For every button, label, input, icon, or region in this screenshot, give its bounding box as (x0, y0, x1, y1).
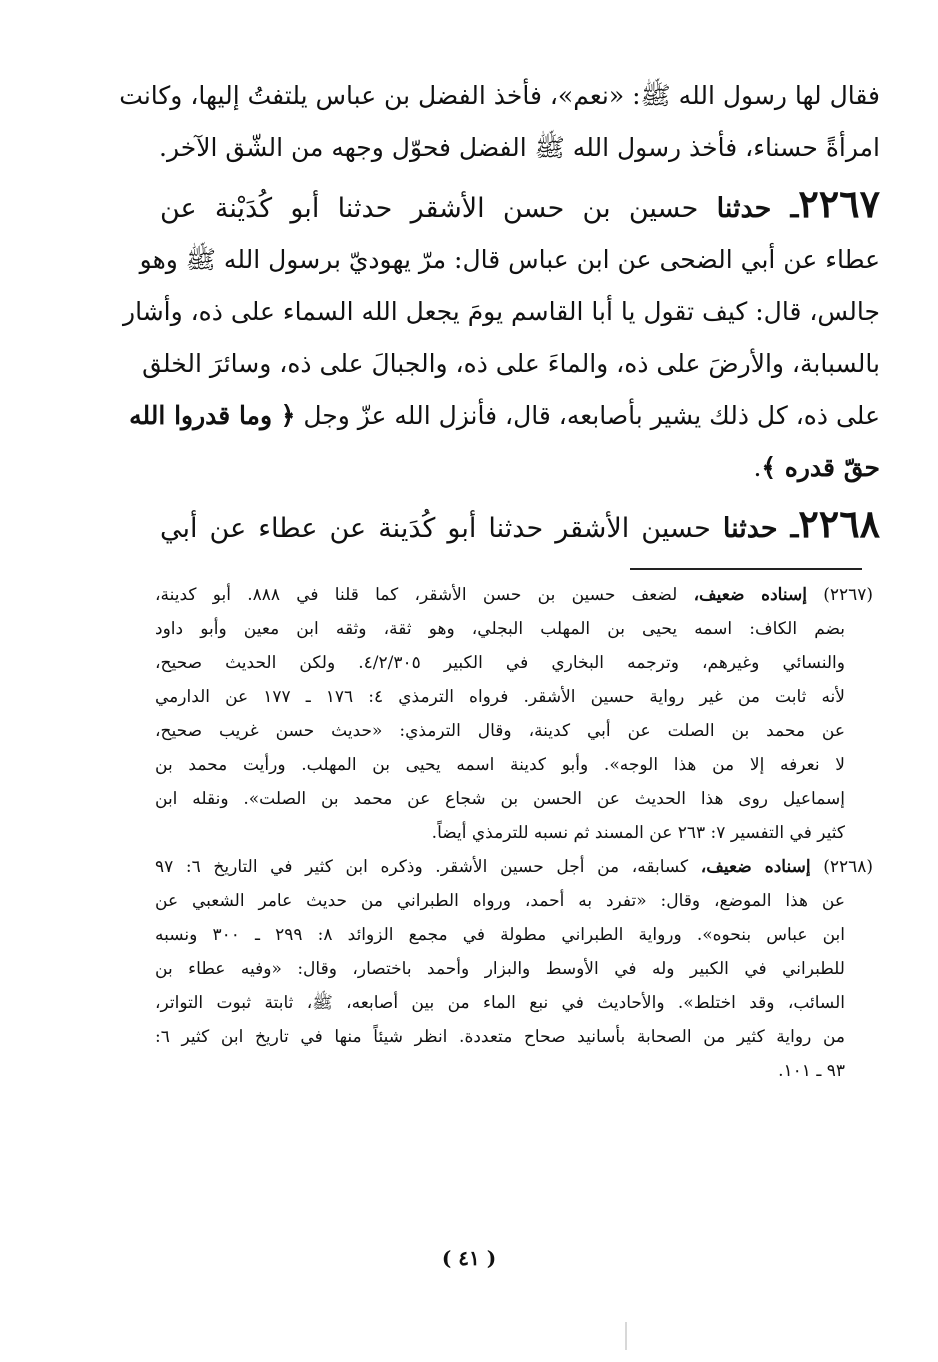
hadith-number: ٢٢٦٧ (798, 181, 880, 226)
hadith-heading-2267 (160, 174, 880, 234)
text-segment: على ذه، كل ذلك يشير بأصابعه، قال، فأنزل الله عزّ وجل (303, 401, 880, 430)
footnote-number: (٢٢٦٨) (823, 857, 874, 877)
text-line: جالس، قال: كيف تقول يا أبا القاسم يومَ يجعل الله السماء على ذه، وأشار (123, 297, 880, 326)
footnote-grade: إسناده ضعيف، (693, 585, 807, 605)
footnote-2268-heading (155, 850, 873, 884)
hadith-heading-2268 (160, 494, 880, 554)
main-text (119, 70, 881, 554)
footnote-line: عن محمد بن الصلت عن أبي كدينة، وقال الترمذي: «حديث حسن غريب صحيح، (155, 721, 845, 741)
scan-artifact (625, 1322, 627, 1350)
footnote-line: عن هذا الموضع، وقال: «تفرد به أحمد، ورواه الطبراني من حديث عامر الشعبي عن (155, 891, 845, 911)
hadith-lead: ـ حدثنا (716, 193, 799, 224)
footnote-divider (630, 568, 862, 570)
hadith-text: حسين بن حسن الأشقر حدثنا أبو كُدَيْنة عن (160, 193, 699, 224)
footnote-number: (٢٢٦٧) (823, 585, 873, 605)
footnote-line: إسماعيل روى هذا الحديث عن الحسن بن شجاع عن محمد بن الصلت». ونقله ابن (155, 789, 845, 809)
footnote-line: بضم الكاف: اسمه يحيى بن المهلب البجلي، وهو ثقة، وثقه ابن معين وأبو داود (155, 619, 845, 639)
footnote-line: لا نعرفه إلا من هذا الوجه». وأبو كدينة اسمه يحيى بن المهلب. ورأيت محمد بن (155, 755, 845, 775)
footnote-line: والنسائي وغيرهم، وترجمه البخاري في الكبير ٤/٢/٣٠٥. ولكن الحديث صحيح، (155, 653, 845, 673)
footnote-line: من رواية كثير من الصحابة بأسانيد صحاح متعددة. انظر شيئاً منها في تاريخ ابن كثير ٦: (155, 1027, 845, 1047)
footnote-line: ٩٣ ـ ١٠١. (778, 1061, 845, 1081)
footnotes (155, 578, 873, 1088)
text-line: امرأةً حسناء، فأخذ رسول الله ﷺ الفضل فحوّل وجهه من الشّق الآخر. (159, 133, 880, 162)
text-line (129, 390, 880, 442)
footnote-line: للطبراني في الكبير وله في الأوسط والبزار وأحمد باختصار، وقال: «وفيه عطاء بن (155, 959, 845, 979)
page-number: ( ٤١ ) (441, 1246, 497, 1270)
quran-quote: ﴿ وما قدروا الله (129, 401, 296, 430)
quran-quote: حقّ قدره ﴾ (761, 453, 880, 482)
text-line: بالسبابة، والأرضَ على ذه، والماءَ على ذه، والجبالَ على ذه، وسائرَ الخلق (142, 349, 880, 378)
hadith-number: ٢٢٦٨ (798, 501, 881, 546)
footnote-line: لأنه ثابت من غير رواية حسين الأشقر. فرواه الترمذي ٤: ١٧٦ ـ ١٧٧ عن الدارمي (155, 687, 845, 707)
footnote-2267-heading (155, 578, 873, 612)
text-line: فقال لها رسول الله ﷺ: «نعم»، فأخذ الفضل بن عباس يلتفتُ إليها، وكانت (119, 81, 880, 110)
footnote-line: ابن عباس بنحوه». ورواية الطبراني مطولة في مجمع الزوائد ٨: ٢٩٩ ـ ٣٠٠ ونسبه (155, 925, 845, 945)
text-segment: . (753, 453, 762, 482)
text-line: عطاء عن أبي الضحى عن ابن عباس قال: مرّ يهوديّ برسول الله ﷺ وهو (139, 245, 880, 274)
footnote-line: كثير في التفسير ٧: ٢٦٣ عن المسند ثم نسبه للترمذي أيضاً. (431, 823, 845, 843)
footnote-text: لضعف حسين بن حسن الأشقر، كما قلنا في ٨٨٨. أبو كدينة، (155, 585, 678, 605)
text-line (160, 442, 880, 494)
footnote-line: السائب، وقد اختلط». والأحاديث في نبع الماء من بين أصابعه، ﷺ، ثابتة ثبوت التواتر، (155, 993, 845, 1013)
hadith-lead: ـ حدثنا (722, 513, 799, 544)
footnote-text: كسابقه، من أجل حسين الأشقر. وذكره ابن كثير في التاريخ ٦: ٩٧ (155, 857, 689, 877)
hadith-text: حسين الأشقر حدثنا أبو كُدَينة عن عطاء عن أبي (160, 513, 711, 544)
footnote-grade: إسناده ضعيف، (700, 857, 811, 877)
